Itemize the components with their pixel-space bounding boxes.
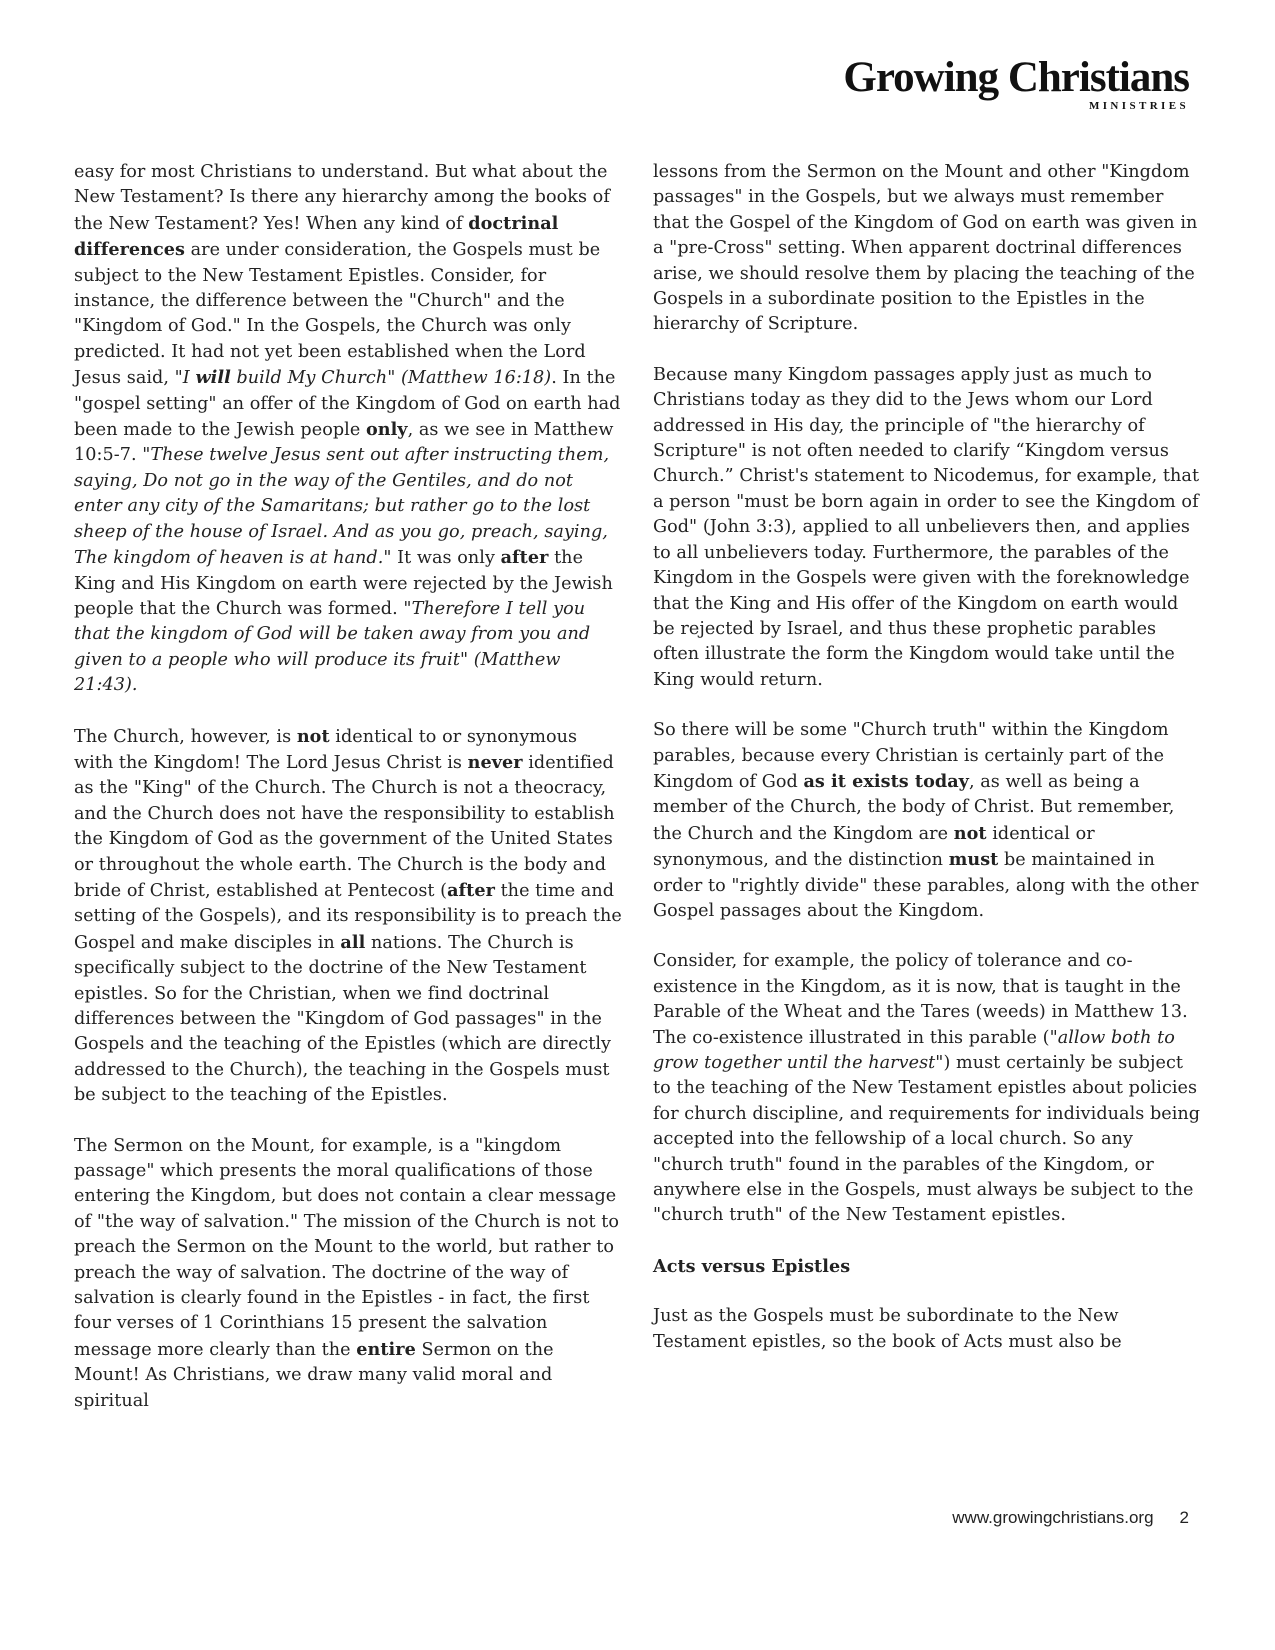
logo-subtitle: MINISTRIES xyxy=(1088,100,1189,112)
paragraph: So there will be some "Church truth" within the Kingdom parables, because every Christian is certainly part of the Kingdom of God as it exists today, as well as being a member of the Church, the body of Christ. But remember, the Church and the Kingdom are not identical or synonymous, and the distinction must be maintained in order to "rightly divide" these parables, along with the other Gospel passages about the Kingdom. xyxy=(653,720,1199,921)
right-column xyxy=(653,160,1205,1380)
page-footer xyxy=(952,1508,1189,1528)
paragraph: Because many Kingdom passages apply just as much to Christians today as they did to the Jews whom our Lord addressed in His day, the principle of "the hierarchy of Scripture" is not often needed to clarify “Kingdom versus Church.” Christ's statement to Nicodemus, for example, that a person "must be born again in order to see the Kingdom of God" (John 3:3), applied to all unbelievers then, and applies to all unbelievers today. Furthermore, the parables of the Kingdom in the Gospels were given with the foreknowledge that the King and His offer of the Kingdom on earth would be rejected by Israel, and thus these prophetic parables often illustrate the form the Kingdom would take until the King would return. xyxy=(653,364,1200,690)
paragraph: lessons from the Sermon on the Mount and other "Kingdom passages" in the Gospels, but we always must remember that the Gospel of the Kingdom of God on earth was given in a "pre-Cross" setting. When apparent doctrinal differences arise, we should resolve them by placing the teaching of the Gospels in a subordinate position to the Epistles in the hierarchy of Scripture. xyxy=(653,162,1198,335)
page-number: 2 xyxy=(1179,1508,1189,1527)
left-column xyxy=(74,160,622,1439)
paragraph: The Sermon on the Mount, for example, is a "kingdom passage" which presents the moral qualifications of those entering the Kingdom, but does not contain a clear message of "the way of salvation." The mission of the Church is not to preach the Sermon on the Mount to the world, but rather to preach the way of salvation. The doctrine of the way of salvation is clearly found in the Epistles - in fact, the first four verses of 1 Corinthians 15 present the salvation message more clearly than the entire Sermon on the Mount! As Christians, we draw many valid moral and spiritual xyxy=(74,1135,620,1411)
paragraph: Just as the Gospels must be subordinate to the New Testament epistles, so the book of Acts must also be xyxy=(653,1306,1122,1352)
footer-url: www.growingchristians.org xyxy=(952,1508,1154,1527)
paragraph: Consider, for example, the policy of tolerance and co-existence in the Kingdom, as it is now, that is taught in the Parable of the Wheat and the Tares (weeds) in Matthew 13. The co-existence illustrated in this parable ("allow both to grow together until the harvest") must certainly be subject to the teaching of the New Testament epistles about policies for church discipline, and requirements for individuals being accepted into the fellowship of a local church. So any "church truth" found in the parables of the Kingdom, or anywhere else in the Gospels, must always be subject to the "church truth" of the New Testament epistles. xyxy=(653,951,1201,1226)
ministry-logo xyxy=(843,56,1189,112)
paragraph: The Church, however, is not identical to or synonymous with the Kingdom! The Lord Jesus Christ is never identified as the "King" of the Church. The Church is not a theocracy, and the Church does not have the responsibility to establish the Kingdom of God as the government of the United States or throughout the whole earth. The Church is the body and bride of Christ, established at Pentecost (after the time and setting of the Gospels), and its responsibility is to preach the Gospel and make disciples in all nations. The Church is specifically subject to the doctrine of the New Testament epistles. So for the Christian, when we find doctrinal differences between the "Kingdom of God passages" in the Gospels and the teaching of the Epistles (which are directly addressed to the Church), the teaching in the Gospels must be subject to the teaching of the Epistles. xyxy=(74,725,622,1106)
section-heading: Acts versus Epistles xyxy=(653,1255,851,1277)
paragraph: easy for most Christians to understand. But what about the New Testament? Is there any hierarchy among the books of the New Testament? Yes! When any kind of doctrinal differences are under consideration, the Gospels must be subject to the New Testament Epistles. Consider, for instance, the difference between the "Church" and the "Kingdom of God." In the Gospels, the Church was only predicted. It had not yet been established when the Lord Jesus said, "I will build My Church" (Matthew 16:18). In the "gospel setting" an offer of the Kingdom of God on earth had been made to the Jewish people only, as we see in Matthew 10:5-7. "These twelve Jesus sent out after instructing them, saying, Do not go in the way of the Gentiles, and do not enter any city of the Samaritans; but rather go to the lost sheep of the house of Israel. And as you go, preach, saying, The kingdom of heaven is at hand." It was only after the King and His Kingdom on earth were rejected by the Jewish people that the Church was formed. "Therefore I tell you that the kingdom of God will be taken away from you and given to a people who will produce its fruit" (Matthew 21:43). xyxy=(74,162,621,696)
logo-title: Growing Christians xyxy=(843,54,1189,101)
